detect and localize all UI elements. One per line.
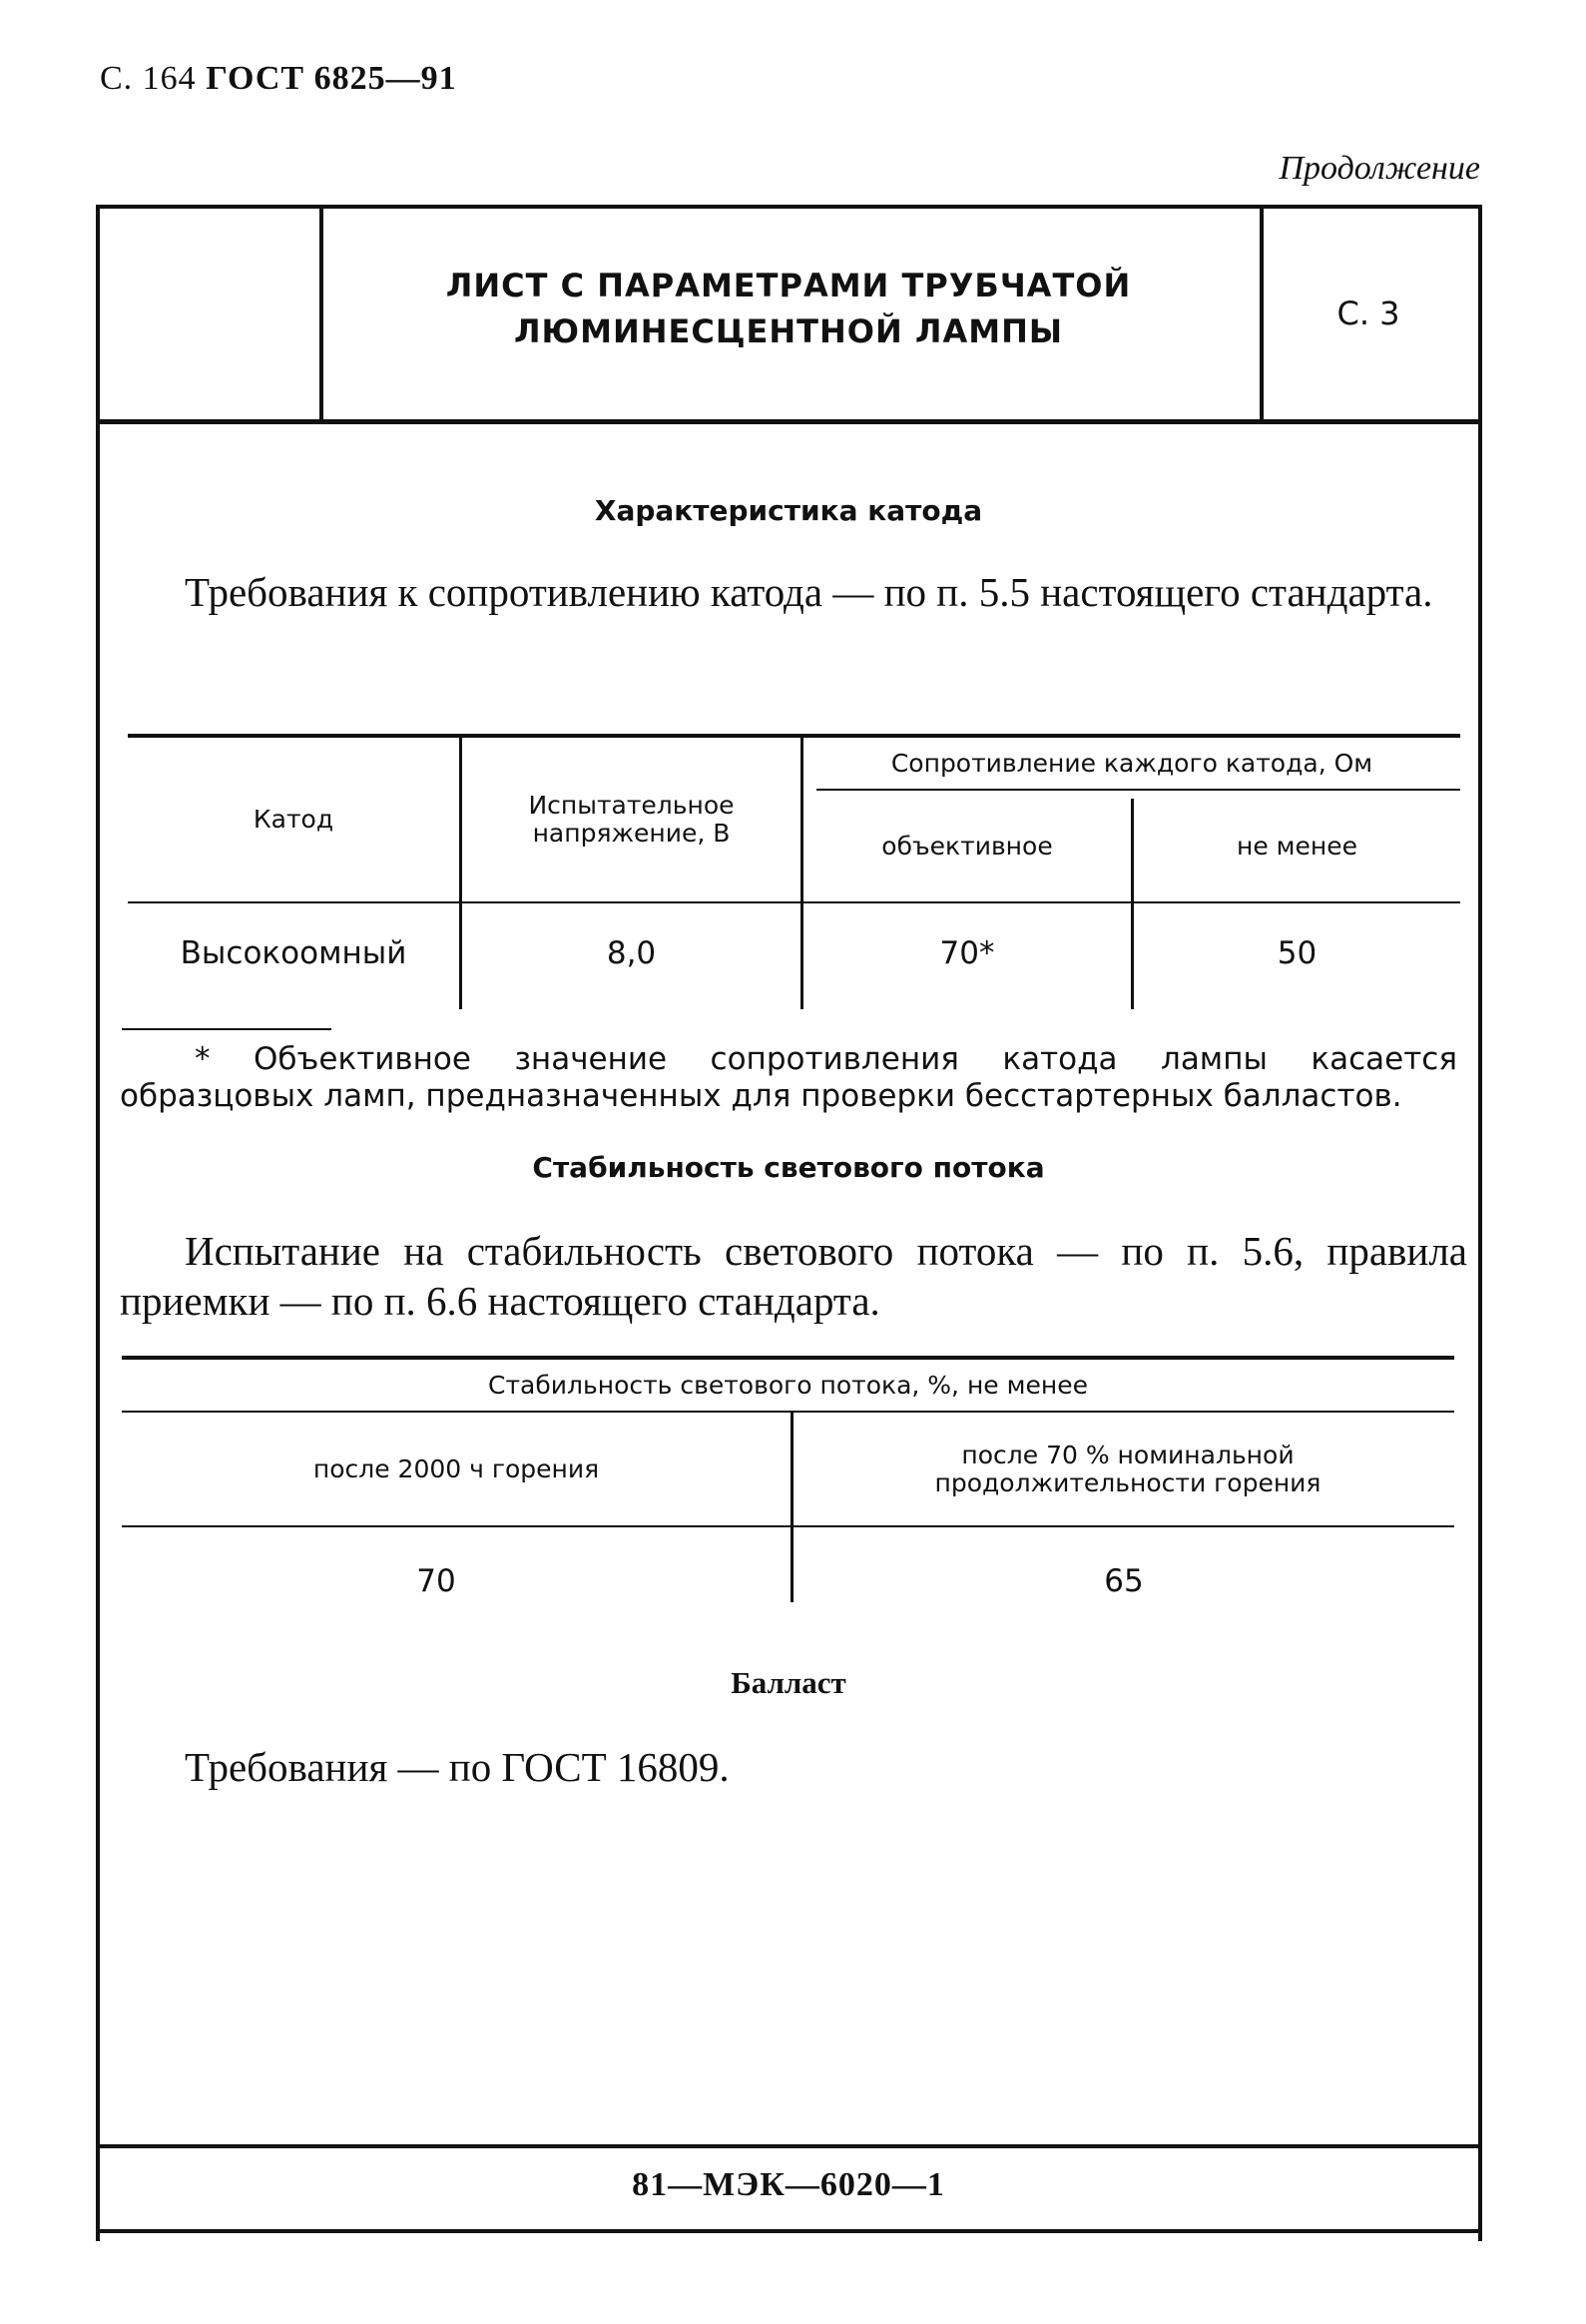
ballast-text: Требования — по ГОСТ 16809.	[185, 1744, 730, 1790]
cathode-table-header-cathode: Катод	[253, 805, 334, 834]
footnote-separator	[122, 1028, 331, 1030]
flux-table-value-2000h: 70	[416, 1563, 456, 1599]
frame-title-bottom-border	[98, 419, 1482, 424]
continuation-label: Продолжение	[1279, 150, 1480, 187]
standard-number: ГОСТ 6825—91	[206, 60, 457, 97]
frame-right-border	[1478, 205, 1482, 2241]
page-number: С. 164	[100, 60, 197, 97]
cathode-table-header-min: не менее	[1236, 831, 1358, 861]
flux-heading: Стабильность светового потока	[532, 1151, 1045, 1184]
footer-top-border	[98, 2144, 1482, 2148]
cathode-table-cell-objective: 70*	[939, 935, 995, 971]
document-title	[319, 263, 1258, 354]
flux-table-col-70pct: после 70 % номинальной продолжительности горения	[934, 1440, 1322, 1497]
document-title-line-2: ЛЮМИНЕСЦЕНТНОЙ ЛАМПЫ	[513, 312, 1064, 350]
ballast-heading: Балласт	[731, 1665, 846, 1700]
cathode-table-header-voltage: Испытательное напряжение, В	[528, 791, 735, 848]
cathode-table-header-objective: объективное	[881, 831, 1053, 861]
cathode-text: Требования к сопротивлению катода — по п. 5.5 настоящего стандарта.	[185, 569, 1433, 615]
flux-table-value-70pct: 65	[1104, 1563, 1144, 1599]
footer-bottom-border	[98, 2229, 1482, 2233]
cathode-table-cell-cathode: Высокоомный	[180, 935, 407, 971]
cathode-table-cell-voltage: 8,0	[606, 935, 657, 971]
cathode-footnote: * Объективное значение сопротивления катода лампы касается образцовых ламп, предназначенных для проверки бесстартерных балластов.	[120, 1041, 1457, 1114]
sheet-number: С. 3	[1336, 294, 1400, 332]
flux-text: Испытание на стабильность светового потока — по п. 5.6, правила приемки — по п. 6.6 настоящего стандарта.	[120, 1228, 1467, 1324]
page-header	[100, 60, 457, 98]
frame-top-border	[98, 205, 1482, 209]
cathode-table-cell-min: 50	[1277, 935, 1318, 971]
cathode-table-header-resistance: Сопротивление каждого катода, Ом	[890, 748, 1373, 778]
footer-code: 81—МЭК—6020—1	[632, 2166, 945, 2203]
flux-table-header: Стабильность светового потока, %, не менее	[488, 1370, 1088, 1400]
document-title-line-1: ЛИСТ С ПАРАМЕТРАМИ ТРУБЧАТОЙ	[445, 267, 1132, 304]
cathode-heading: Характеристика катода	[594, 494, 983, 527]
flux-table-col-2000h: после 2000 ч горения	[312, 1453, 600, 1483]
